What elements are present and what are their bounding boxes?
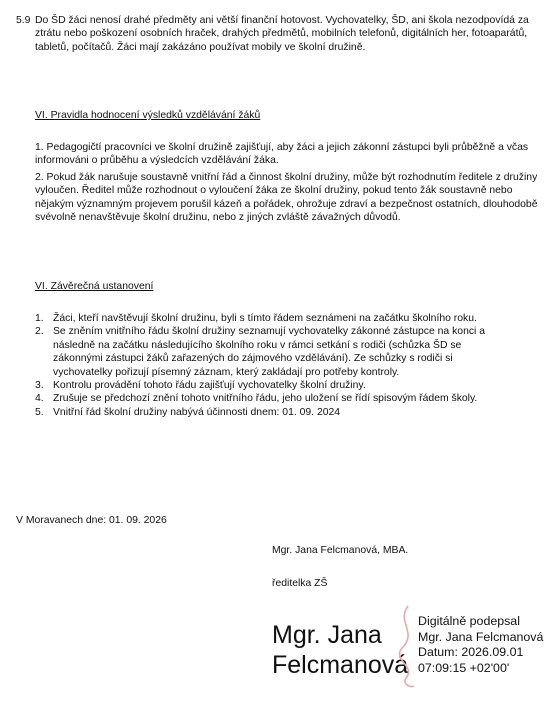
signature-label: Digitálně podepsal [418,614,520,628]
list-item-number: 5. [35,406,44,418]
signature-date: Datum: 2026.09.01 [418,645,524,660]
heading-final-provisions: VI. Závěrečná ustanovení [35,281,154,292]
section-text: Do ŠD žáci nenosí drahé předměty ani větší finanční hotovost. Vychovatelky, ŠD, ani škola nezodpovídá za ztrátu nebo poškození osobních hraček, drahých předmětů, mobilních telefonů, digitálních her, fotoaparátů, tabletů, počítačů. Žáci mají zakázáno používat mobily ve školní družině. [35,15,529,53]
signature-signed-by: Mgr. Jana Felcmanová [418,629,544,644]
place-and-date: V Moravanech dne: 01. 09. 2026 [16,515,167,526]
signer-role: ředitelka ZŠ [272,578,328,589]
list-item-number: 4. [35,393,44,405]
evaluation-paragraph-1: 1. Pedagogičtí pracovníci ve školní družině zajišťují, aby žáci a jejich zákonní zástupci byli průběžně a včas informováni o průběhu a výsledcích vzdělávání žáka. [35,142,529,167]
list-item [35,325,505,379]
list-item [35,392,505,405]
list-item-text: Vnitřní řád školní družiny nabývá účinnosti dnem: 01. 09. 2024 [53,406,341,418]
evaluation-paragraph-2: 2. Pokud žák narušuje soustavně vnitřní řád a činnost školní družiny, může být rozhodnutím ředitele z družiny vyloučen. Ředitel může rozhodnout o vyloučení žáka ze školní družiny, pokud tento žák soustavně nebo nějakým významným projevem porušil kázeň a pořádek, ohrožuje zdraví a bezpečnost ostatních, dlouhodobě svévolně nenavštěvuje školní družinu, nebo z jiných zvláště závažných důvodů. [35,172,538,224]
final-provisions-list [35,312,505,419]
signer-name: Mgr. Jana Felcmanová, MBA. [272,545,409,556]
list-item-number: 1. [35,313,44,324]
heading-evaluation-rules: VI. Pravidla hodnocení výsledků vzdělávání žáků [35,110,261,121]
section-5-9 [16,14,546,54]
list-item [35,312,505,325]
list-item-text: Se zněním vnitřního řádu školní družiny seznamují vychovatelky zákonné zástupce na konci a následně na začátku následujícího školního roku v rámci setkání s rodiči (schůzka ŠD se zákonnými zástupci žáků zařazených do zájmového vzdělávání). Ze schůzky s rodiči si vychovatelky pořizují písemný záznam, který zakládají pro potřeby kontroly. [53,326,486,378]
list-item [35,406,505,419]
signature-name-line-2: Felcmanová [272,651,409,679]
list-item-number: 3. [35,380,44,392]
section-number: 5.9 [16,15,31,26]
list-item-number: 2. [35,326,44,338]
list-item-text: Žáci, kteří navštěvují školní družinu, byli s tímto řádem seznámeni na začátku školního roku. [53,313,477,324]
list-item-text: Kontrolu provádění tohoto řádu zajišťují vychovatelky školní družiny. [53,380,366,392]
signature-time: 07:09:15 +02'00' [418,660,510,675]
list-item [35,379,505,392]
list-item-text: Zrušuje se předchozí znění tohoto vnitřního řádu, jeho uložení se řídí spisovým řádem školy. [53,393,478,405]
signature-name-line-1: Mgr. Jana [272,621,382,649]
digital-signature-details [418,614,543,676]
